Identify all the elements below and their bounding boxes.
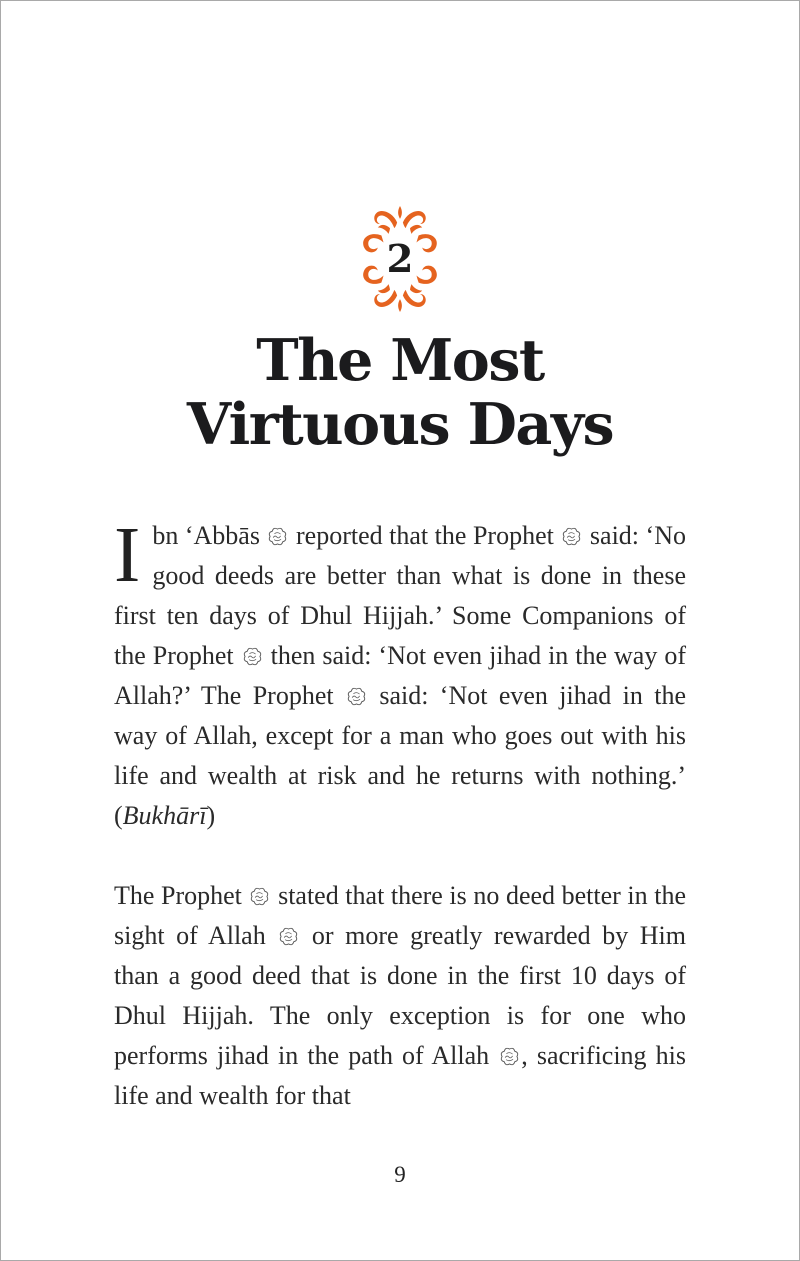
text-run: reported that the Prophet [289,520,561,550]
text-run: stated that there is no deed better in the sight of Allah [114,880,686,950]
chapter-ornament [357,205,443,313]
chapter-ornament-frame [357,205,443,313]
honorific-sallallahu-alayhi-wasallam-icon [249,886,270,907]
chapter-title [1,329,799,458]
text-run: Bukhārī [122,800,207,830]
text-run: , sacrificing his life and wealth for that [114,1040,686,1110]
paragraph-hadith-runs [114,521,686,830]
chapter-title-line-1: The Most [256,327,544,394]
text-run: said: ‘No good deeds are better than what is done in these first ten days of Dhul Hijjah.’ Some Companions of the Prophet [114,520,686,670]
honorific-sallallahu-alayhi-wasallam-icon [242,646,263,667]
text-run: said: ‘Not even jihad in the way of Allah, except for a man who goes out with his life and wealth at risk and he returns with nothing.’ ( [114,680,686,830]
chapter-number: 2 [386,236,414,282]
paragraph-commentary [114,876,686,1116]
drop-cap: I [114,511,141,599]
honorific-sallallahu-alayhi-wasallam-icon [346,686,367,707]
text-run: ) [206,800,216,830]
paragraph-hadith [114,511,686,836]
honorific-azza-wa-jall-icon [499,1046,520,1067]
chapter-title-line-2: Virtuous Days [186,391,614,459]
text-run: then said: ‘Not even jihad in the way of Allah?’ The Prophet [114,640,686,710]
text-run: The Prophet [114,880,249,910]
page-number: 9 [394,1162,406,1187]
body-text [114,511,687,1116]
text-run: or more greatly rewarded by Him than a good deed that is done in the first 10 days of Dhul Hijjah. The only exception is for one who performs jihad in the path of Allah [114,920,687,1070]
honorific-azza-wa-jall-icon [278,926,299,947]
honorific-sallallahu-alayhi-wasallam-icon [561,526,582,547]
text-run: bn ‘Abbās [152,520,267,550]
paragraph-commentary-runs [114,881,686,1110]
honorific-radiallahu-anhuma-icon [267,526,288,547]
